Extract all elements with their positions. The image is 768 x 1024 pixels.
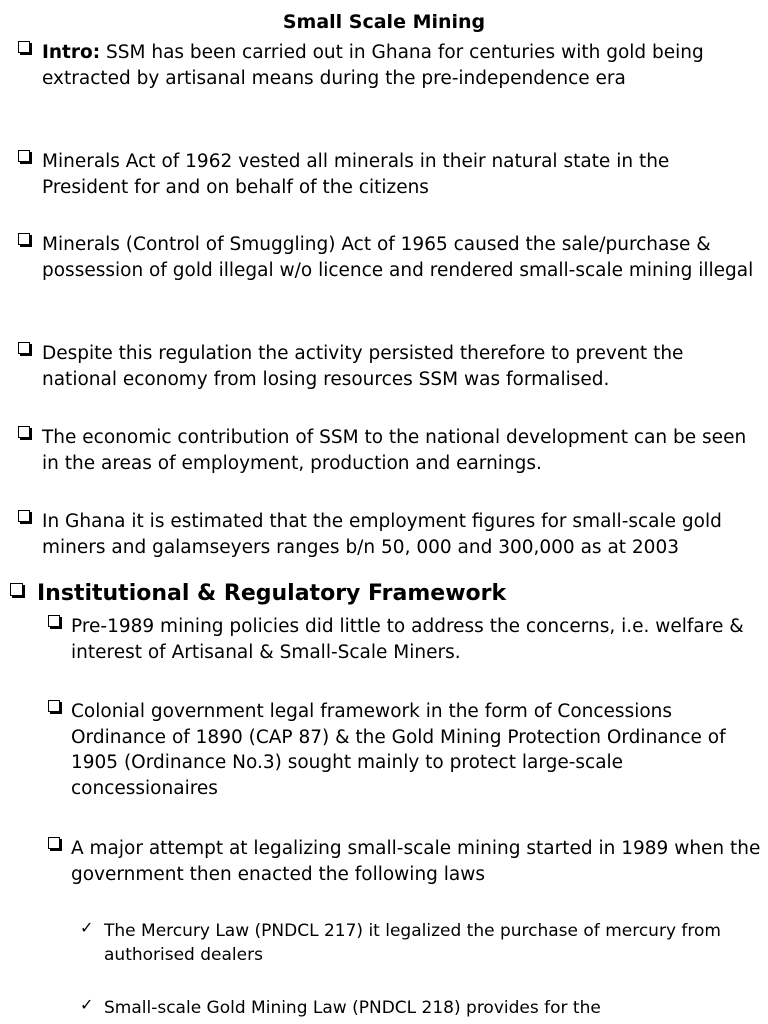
section-heading bbox=[37, 580, 506, 608]
law-gold-mining bbox=[80, 995, 754, 1020]
bullet-text: Despite this regulation the activity persisted therefore to prevent the national economy from losing resources SSM was formalised. bbox=[42, 343, 684, 390]
law-text: Small-scale Gold Mining Law (PNDCL 218) provides for the bbox=[104, 998, 601, 1018]
law-text: The Mercury Law (PNDCL 217) it legalized the purchase of mercury from authorised dealers bbox=[104, 921, 721, 965]
sub-bullet-pre-1989 bbox=[71, 614, 761, 665]
bullet-text: The economic contribution of SSM to the national development can be seen in the areas of employment, production and earnings. bbox=[42, 427, 747, 474]
checkmark-icon: ✓ bbox=[80, 995, 94, 1014]
intro-label: Intro: bbox=[42, 42, 101, 63]
checkbox-bullet-icon bbox=[10, 583, 24, 597]
bullet-text: Minerals (Control of Smuggling) Act of 1965 caused the sale/purchase & possession of gold illegal w/o licence and rendered small-scale mining illegal bbox=[42, 234, 754, 281]
checkbox-bullet-icon bbox=[48, 837, 62, 851]
sub-bullet-text: Pre-1989 mining policies did little to address the concerns, i.e. welfare & interest of Artisanal & Small-Scale Miners. bbox=[71, 616, 744, 663]
intro-text: SSM has been carried out in Ghana for centuries with gold being extracted by artisanal means during the pre-independence era bbox=[42, 42, 704, 89]
bullet-minerals-act bbox=[42, 149, 742, 200]
law-mercury bbox=[80, 918, 754, 967]
checkmark-icon: ✓ bbox=[80, 918, 94, 937]
sub-bullet-text: Colonial government legal framework in the form of Concessions Ordinance of 1890 (CAP 87) & the Gold Mining Protection Ordinance of 1905 (Ordinance No.3) sought mainly to protect large-scale concessionaires bbox=[71, 701, 726, 799]
checkbox-bullet-icon bbox=[18, 150, 32, 164]
bullet-text: In Ghana it is estimated that the employment figures for small-scale gold miners and galamseyers ranges b/n 50, 000 and 300,000 as at 2003 bbox=[42, 511, 722, 558]
bottom-law-clip bbox=[0, 990, 768, 1024]
checkbox-bullet-icon bbox=[18, 426, 32, 440]
checkbox-bullet-icon bbox=[18, 233, 32, 247]
page-title: Small Scale Mining bbox=[282, 11, 486, 33]
bullet-economic-contribution bbox=[42, 425, 757, 476]
checkbox-bullet-icon bbox=[48, 700, 62, 714]
checkbox-bullet-icon bbox=[18, 41, 32, 55]
bullet-text: Minerals Act of 1962 vested all minerals in their natural state in the President for and on behalf of the citizens bbox=[42, 151, 670, 198]
sub-bullet-colonial bbox=[71, 699, 766, 801]
checkbox-bullet-icon bbox=[18, 342, 32, 356]
employment-bullet-clip bbox=[0, 505, 768, 578]
sub-bullet-1989-laws bbox=[71, 836, 766, 887]
sub-bullet-text: A major attempt at legalizing small-scale mining started in 1989 when the government then enacted the following laws bbox=[71, 838, 761, 885]
bullet-formalised bbox=[42, 341, 742, 392]
section-heading-text: Institutional & Regulatory Framework bbox=[37, 581, 507, 606]
bullet-smuggling-act bbox=[42, 232, 757, 283]
checkbox-bullet-icon bbox=[48, 615, 62, 629]
intro-bullet bbox=[42, 40, 742, 91]
checkbox-bullet-icon bbox=[18, 510, 32, 524]
bullet-employment bbox=[42, 509, 722, 560]
